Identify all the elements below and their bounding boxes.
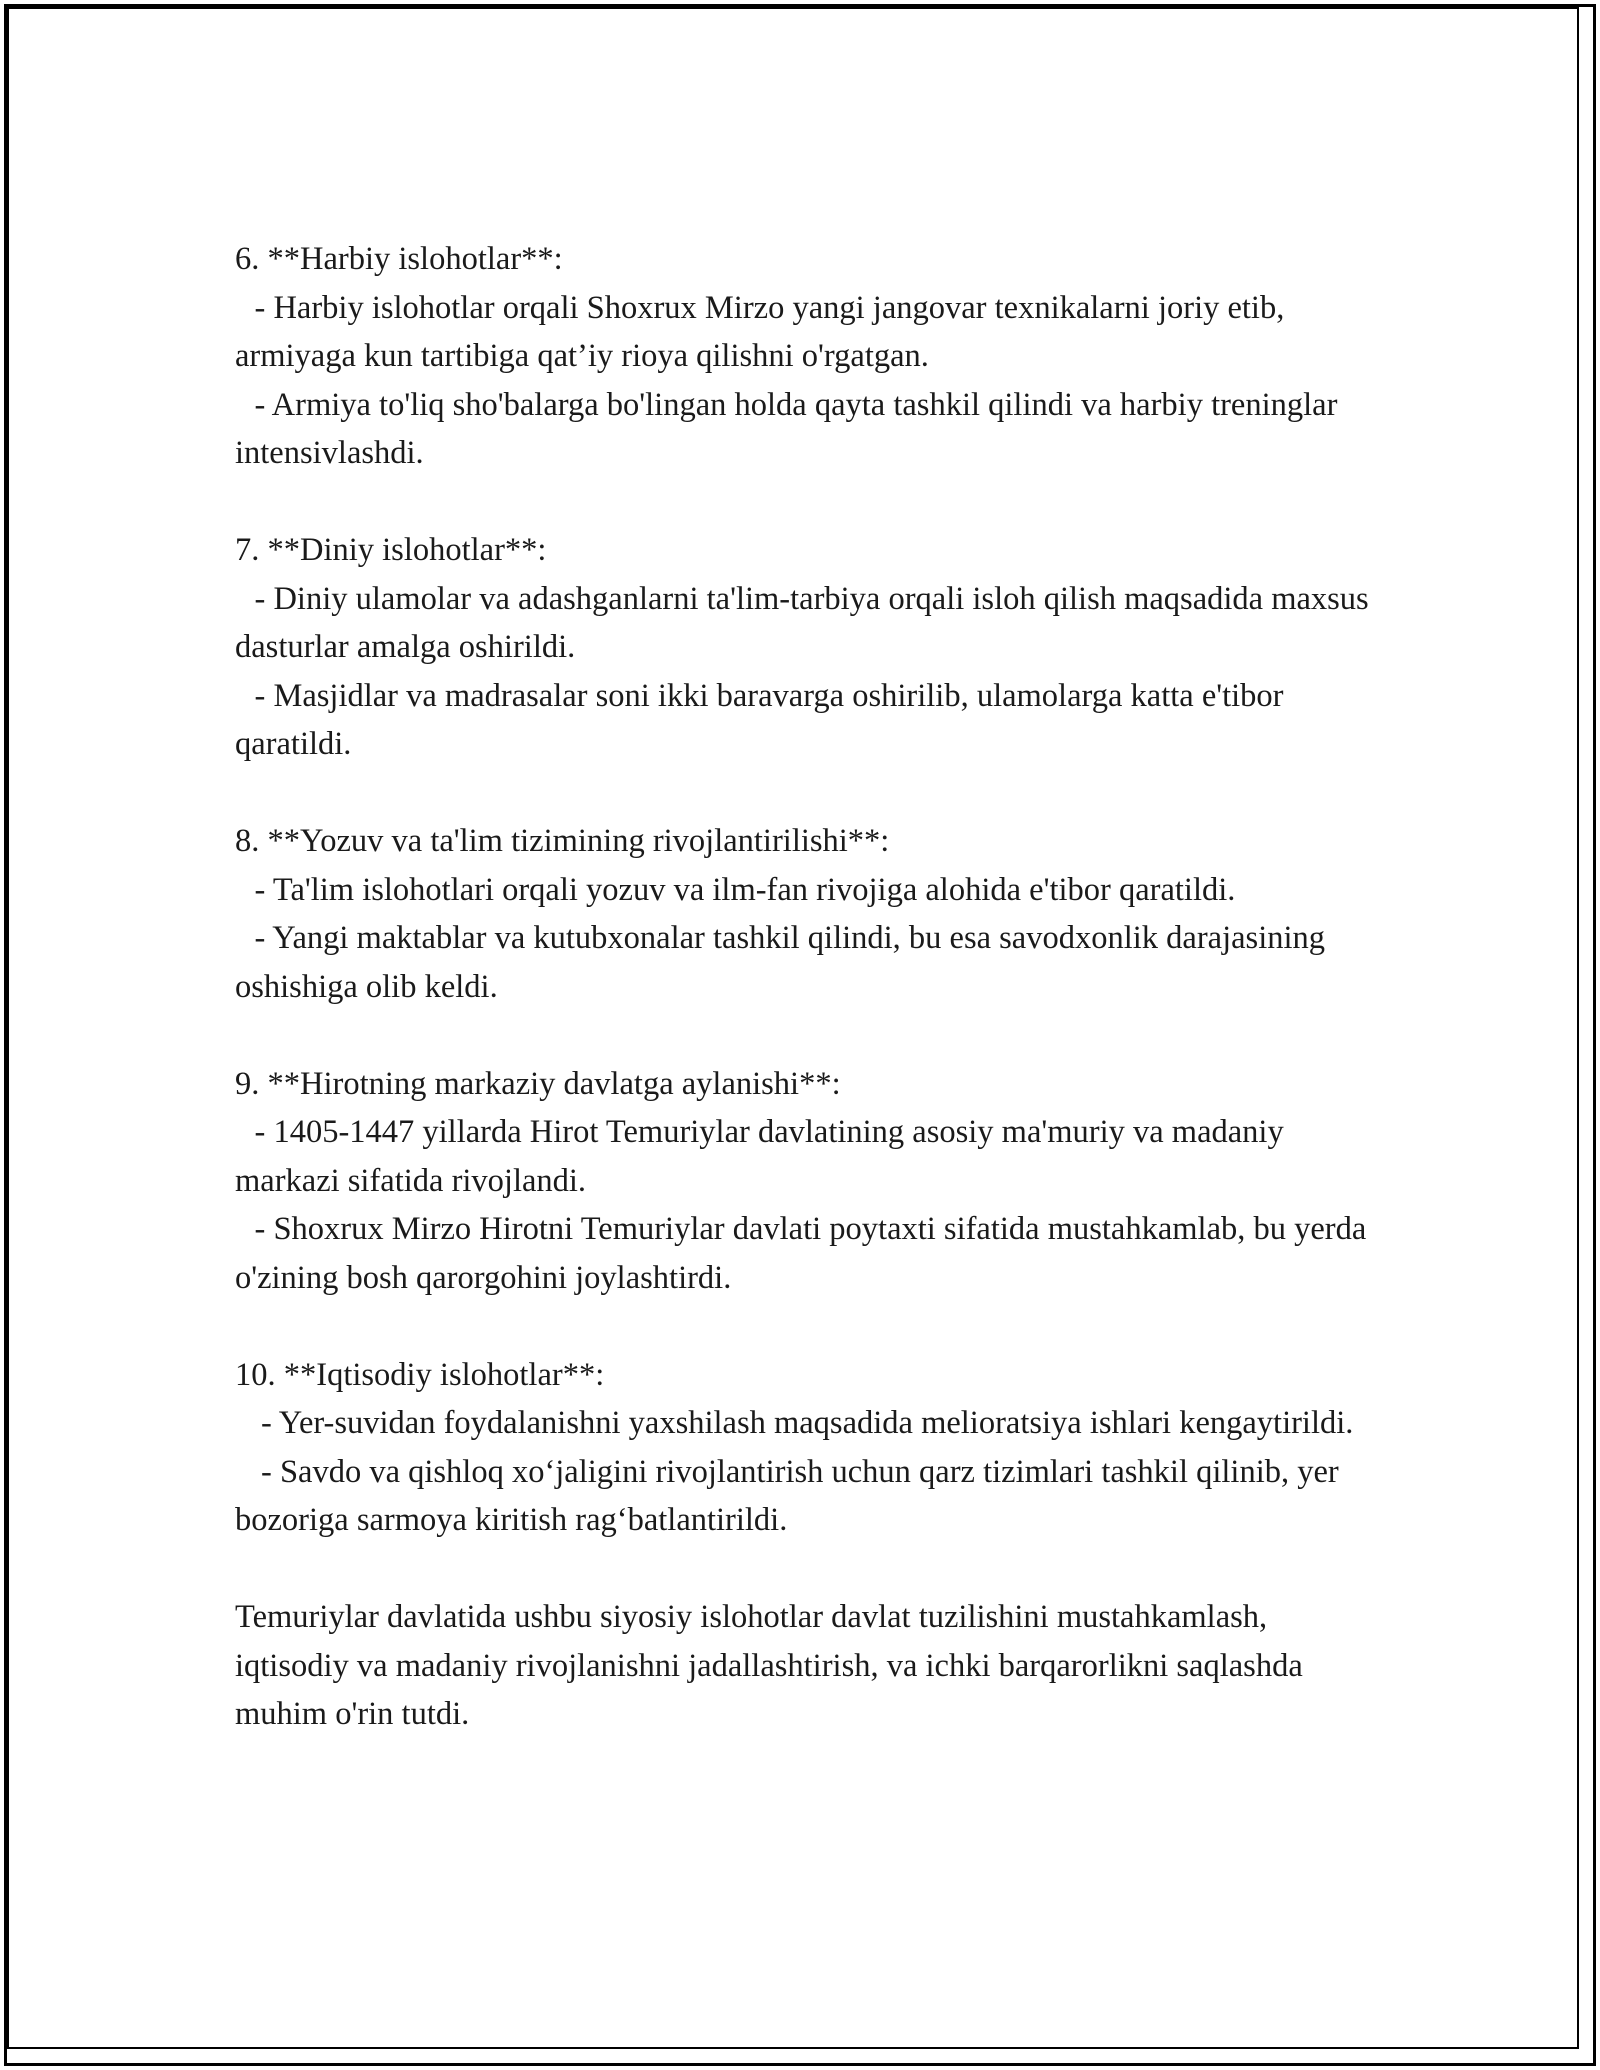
document-body xyxy=(235,235,1385,1739)
bullet-item: - Armiya to'liq sho'balarga bo'lingan holda qayta tashkil qilindi va harbiy treninglar intensivlashdi. xyxy=(235,386,1338,471)
section-economic-reforms xyxy=(235,1351,1385,1545)
section-heading: 7. **Diniy islohotlar**: xyxy=(235,532,547,568)
bullet-item: - Savdo va qishloq xo‘jaligini rivojlantirish uchun qarz tizimlari tashkil qilinib, yer bozoriga sarmoya kiritish rag‘batlantirildi. xyxy=(235,1453,1339,1538)
section-herat-capital xyxy=(235,1060,1385,1303)
section-heading: 8. **Yozuv va ta'lim tizimining rivojlantirilishi**: xyxy=(235,823,890,859)
section-heading: 6. **Harbiy islohotlar**: xyxy=(235,241,563,277)
section-religious-reforms xyxy=(235,526,1385,769)
bullet-item: - Ta'lim islohotlari orqali yozuv va ilm-fan rivojiga alohida e'tibor qaratildi. xyxy=(254,871,1236,908)
section-heading: 9. **Hirotning markaziy davlatga aylanishi**: xyxy=(235,1065,841,1102)
bullet-item: - Yer-suvidan foydalanishni yaxshilash maqsadida melioratsiya ishlari kengaytirildi. xyxy=(261,1405,1354,1441)
closing-paragraph: Temuriylar davlatida ushbu siyosiy islohotlar davlat tuzilishini mustahkamlash, iqtisodiy va madaniy rivojlanishni jadallashtirish, va ichki barqarorlikni saqlashda muhim o'rin tutdi. xyxy=(235,1599,1303,1732)
bullet-item: - Harbiy islohotlar orqali Shoxrux Mirzo yangi jangovar texnikalarni joriy etib, armiyaga kun tartibiga qat’iy rioya qilishni o'rgatgan. xyxy=(235,289,1285,374)
bullet-item: - Diniy ulamolar va adashganlarni ta'lim-tarbiya orqali isloh qilish maqsadida maxsus dasturlar amalga oshirildi. xyxy=(235,580,1369,665)
bullet-item: - 1405-1447 yillarda Hirot Temuriylar davlatining asosiy ma'muriy va madaniy markazi sifatida rivojlandi. xyxy=(235,1114,1284,1199)
bullet-item: - Masjidlar va madrasalar soni ikki baravarga oshirilib, ulamolarga katta e'tibor qaratildi. xyxy=(235,677,1284,762)
bullet-item: - Shoxrux Mirzo Hirotni Temuriylar davlati poytaxti sifatida mustahkamlab, bu yerda o'zining bosh qarorgohini joylashtirdi. xyxy=(235,1211,1367,1296)
section-military-reforms xyxy=(235,235,1385,478)
section-heading: 10. **Iqtisodiy islohotlar**: xyxy=(235,1356,605,1393)
section-education-reforms xyxy=(235,817,1385,1011)
bullet-item: - Yangi maktablar va kutubxonalar tashkil qilindi, bu esa savodxonlik darajasining oshishiga olib keldi. xyxy=(235,920,1326,1005)
